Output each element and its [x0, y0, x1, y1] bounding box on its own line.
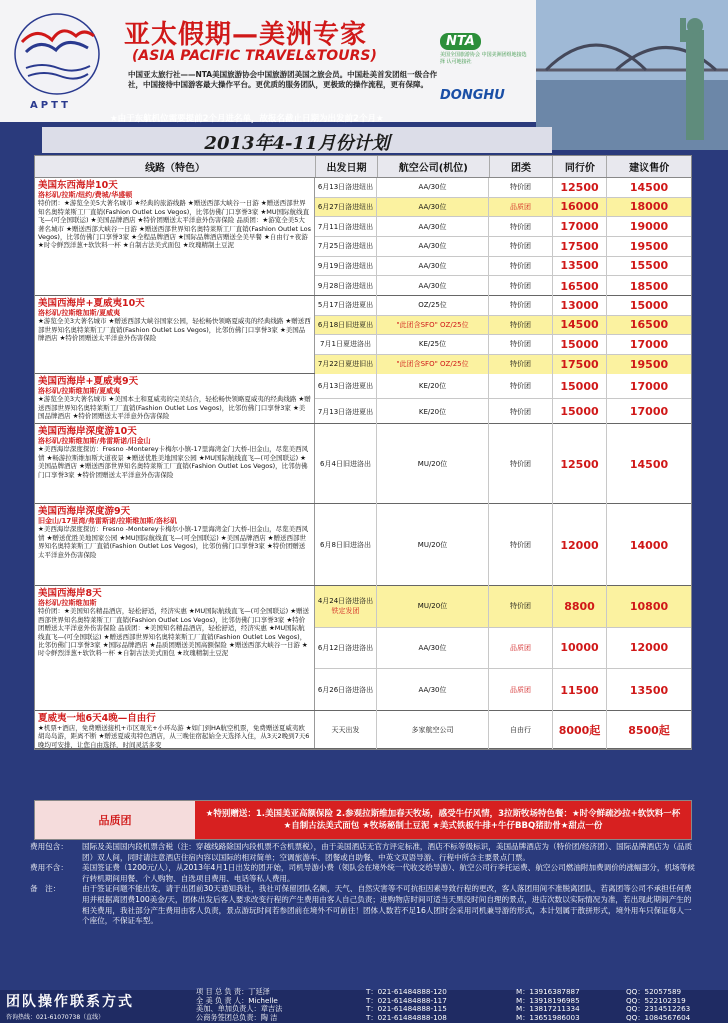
nta-subtitle: 美国全国旅游协会 中国美洲团组地接选择 认可地接社	[440, 52, 527, 65]
tour-type: 特价团	[489, 335, 553, 354]
contact-qq: QQ：522102319	[626, 995, 686, 1005]
contact-lines	[196, 988, 726, 1023]
contact-line	[196, 1014, 726, 1023]
departure-date: 6月8日旧进洛出	[315, 504, 377, 586]
retail-price: 13500	[629, 683, 669, 697]
route-features: ★游览全美3大著名城市 ★美国本土和夏威夷的完美结合，轻松畅快领略夏威夷的经典线路 ★赠送西部世界知名奥特莱斯工厂直销(Fashion Outlet Los Vegos)，比邻仿佛门口享誉3家 ★美国品牌酒店 ★特价团赠送太平洋意外伤害保险	[38, 395, 311, 421]
route-description	[35, 711, 315, 748]
airline-seats: MU/20位	[377, 586, 489, 627]
departure-date: 7月22日夏进旧出	[315, 355, 377, 375]
company-title-cn: 亚太假期—美洲专家	[124, 20, 368, 50]
retail-price: 19500	[629, 357, 669, 371]
route-features: ★机票+酒店，免费赠送接机+市区观光+小环岛游 ★如门到HA航空机票，免费赠送夏威夷欧胡岛岛游，距离不断 ★赠送夏威夷特色酒店，从三晚住宿起始全天选择入住，从3天2晚到7天6晚均可安排，让您自由选择，时间灵活多变	[38, 724, 310, 748]
airline-seats: AA/30位	[377, 237, 489, 256]
contact-tel: T：021-61484888-120	[366, 987, 447, 996]
fee-value: 由于签证问题不能出发，请于出团前30天通知我社，我社可保留团队名额，天气、自然灾害等不可抗拒因素导致行程的更改，客人落团用间不准脱离团队，若离团等公司不承担任何费用并根据离团费100美金/天，团体出发后客人要求改变行程的产生费用由客人自己负责；进购物店时间可适当天黑没时间自理的景点，进店次数以实际情况为准，若出现此期间产生的相关费用，我社部分产生费用由客人负责，景点游玩时间若参团前在境外不可前往！团体人数若不足16人团时会采用司机兼导游的形式，本计划属于散拼形式，境外用车只保证每人一个座位，不保证车型。	[82, 884, 692, 926]
route-cities: 洛杉矶/拉斯维加斯/弗雷斯诺/旧金山	[38, 437, 151, 445]
aptt-logo-icon	[12, 6, 102, 112]
departure-rows	[315, 424, 691, 503]
contact-mobile: M：13916387887	[516, 987, 580, 996]
route-cities: 洛杉矶/拉斯/纽约/费城/华盛顿	[38, 191, 133, 199]
peer-price: 15000	[553, 374, 607, 398]
route-name: 美国西海岸深度游10天	[38, 426, 137, 437]
plan-title: 2013年4-11月份计划	[204, 133, 390, 154]
table-row	[315, 316, 691, 336]
header-type: 团类	[490, 156, 554, 177]
peer-price: 12000	[553, 504, 607, 586]
table-row	[315, 355, 691, 375]
airline-seats: "此团含SFO" OZ/25位	[377, 316, 489, 335]
tour-type: 特价团	[489, 178, 553, 197]
fee-included	[30, 842, 696, 863]
peer-price: 16000	[553, 198, 607, 217]
tour-group	[35, 504, 691, 586]
departure-date: 7月11日洛进纽出	[315, 217, 377, 236]
fee-remarks	[30, 884, 696, 926]
airline-seats: KE/25位	[377, 335, 489, 354]
fee-value: 国际及美国国内段机票含税（注：穿越线路除国内段机票不含机票税），由于美国酒店无官方评定标准，酒店不标等级标识，美国品牌酒店为（特价团/经济团）、国际品牌酒店为（品质团）双人间，同时请注意酒店住宿内容以国际的相对简单；空调旅游车、团餐或自助餐、中英文双语导游、行程中所含主要景点门票。	[82, 842, 693, 862]
contact-mobile: M：13817211334	[516, 1004, 580, 1014]
route-description	[35, 586, 315, 710]
retail-price: 10800	[629, 599, 669, 613]
tour-type: 自由行	[489, 711, 553, 749]
route-features: ★美西海岸深度探访：Fresno -Monterey卡梅尔小镇-17里海湾金门大桥-旧金山，尽览美西风情 ★畅游拉斯维加斯大道夜景 ★赠送优胜美地国家公园 ★MU国际航线直飞—(可全国联运) ★美国品牌酒店 ★赠送西部世界知名奥特莱斯工厂直销(Fashion Outlet Los Vegos)，比邻仿佛门口享誉3家 ★特价团赠送太平洋意外伤害保险	[38, 445, 309, 479]
retail-price: 16500	[629, 318, 669, 332]
peer-price: 15000	[553, 335, 607, 354]
contact-role: 项 目 总 负 责：丁延泽	[196, 987, 270, 996]
retail-price: 18000	[629, 200, 669, 214]
airline-seats: MU/20位	[377, 424, 489, 504]
tour-type: 特价团	[489, 316, 553, 335]
peer-price: 13500	[553, 257, 607, 276]
contact-footer	[0, 987, 728, 1023]
route-cities: 洛杉矶/拉斯维加斯/夏威夷	[38, 387, 121, 395]
tour-group	[35, 296, 691, 374]
retail-price: 14000	[629, 538, 669, 552]
header-retail-price: 建议售价	[629, 163, 670, 174]
contact-hotline: 咨询热线：021-61070738（直线）	[6, 1014, 105, 1021]
route-features: ★美西海岸深度探访：Fresno -Monterey卡梅尔小镇-17里海湾金门大桥-旧金山，尽览美西风情 ★赠送优胜美地国家公园 ★MU国际航线直飞—(可全国联运) ★美国品牌酒店 ★赠送西部世界知名奥特莱斯工厂直销(Fashion Outlet Los Vegos)，比邻仿佛门口享誉3家 ★特价团赠送太平洋意外伤害保险	[38, 525, 309, 559]
bridge-liberty-scene-icon	[536, 0, 728, 150]
tour-type: 品质团	[489, 669, 553, 711]
route-description	[35, 504, 315, 585]
peer-price: 10000	[553, 628, 607, 669]
contact-mobile: M：13918196985	[516, 995, 580, 1005]
contact-qq: QQ：52057589	[626, 987, 682, 996]
airline-seats: KE/20位	[377, 374, 489, 398]
departure-date	[315, 586, 377, 627]
peer-price: 8000起	[553, 711, 607, 749]
tour-type: 特价团	[489, 586, 553, 627]
contact-qq: QQ：2314512263	[626, 1004, 691, 1014]
departure-rows	[315, 178, 691, 295]
route-features: ★游览全美3大著名城市 ★赠送西部大峡谷国家公园，轻松畅快领略夏威夷的经典线路 ★赠送西部世界知名奥特莱斯工厂直销(Fashion Outlet Los Vegos)，比邻仿佛门口享誉3家 ★美国品牌酒店 ★特价团赠送太平洋意外伤害保险	[38, 317, 311, 343]
table-row	[315, 586, 691, 628]
tour-type: 特价团	[489, 217, 553, 236]
departure-rows	[315, 374, 691, 423]
departure-rows	[315, 504, 691, 585]
airline-seats: OZ/25位	[377, 296, 489, 315]
table-row	[315, 424, 691, 504]
route-description	[35, 424, 315, 503]
airline-seats: MU/20位	[377, 504, 489, 586]
booking-notice: ★由于东航机位需要提前2个月进名单，故报名截止日期为出发前2个月★	[110, 114, 384, 124]
tour-type: 特价团	[489, 355, 553, 375]
bonus-text: ★特别赠送：1.美国美亚高额保险 2.参观拉斯维加春天牧场，感受牛仔风情，3拉斯牧场特色餐：★时令鲜疏沙拉+软饮料一杯 ★自制古法美式面包 ★牧场秘制土豆泥 ★美式铁板牛排+牛仔BBQ猪肋骨★甜点一份	[195, 801, 691, 839]
airline-seats: AA/30位	[377, 178, 489, 197]
tour-group	[35, 711, 691, 749]
fee-label: 费用包含：	[30, 842, 68, 851]
retail-price: 14500	[629, 457, 669, 471]
contact-role: 美加、单加负责人：章吉法	[196, 1004, 283, 1014]
airline-seats: AA/30位	[377, 628, 489, 669]
route-name: 美国西海岸+夏威夷9天	[38, 376, 139, 387]
route-cities: 洛杉矶/拉斯维加斯	[38, 599, 97, 607]
tour-type: 特价团	[489, 237, 553, 256]
tour-type: 特价团	[489, 276, 553, 296]
fee-notes	[30, 842, 696, 927]
contact-tel: T：021-61484888-117	[366, 995, 447, 1005]
table-row	[315, 335, 691, 355]
tour-type: 品质团	[489, 628, 553, 669]
peer-price: 17000	[553, 217, 607, 236]
airline-seats: AA/30位	[377, 198, 489, 217]
header-route: 线路（特色）	[35, 156, 316, 177]
airline-seats: AA/30位	[377, 257, 489, 276]
peer-price: 15000	[553, 399, 607, 424]
route-features: 特价团：★美国知名精品酒店，轻松舒适，经济实惠 ★MU国际航线直飞—(可全国联运) ★赠送西部世界知名奥特莱斯工厂直销(Fashion Outlet Los Vegos)，比邻仿佛门口享誉3家 ★特价团赠送太平洋意外伤害保险 品质团：★美国知名精品酒店，轻松舒适，经济实惠 ★MU国际航线直飞—(可全国联运) ★赠送西部世界知名奥特莱斯工厂直销(Fashion Outlet Los Vegos)，比邻仿佛门口享誉3家 ★国际品牌酒店 ★品质团赠送美国高额保险 ★赠送西部大峡谷一日游 ★时令鲜烈洋葱+软饮料一杯 ★自制古法美式面包 ★玫瑰精制土豆泥	[38, 607, 310, 658]
plan-title-bar	[42, 127, 552, 153]
table-row	[315, 504, 691, 586]
departure-rows	[315, 296, 691, 373]
route-cities: 洛杉矶/拉斯维加斯/夏威夷	[38, 309, 121, 317]
fee-label: 备 注：	[30, 884, 61, 894]
tour-type: 特价团	[489, 504, 553, 586]
header-peer-price: 同行价	[553, 156, 607, 177]
tour-type: 特价团	[489, 374, 553, 398]
donghu-logo: DONGHU	[440, 88, 505, 103]
tour-type: 特价团	[489, 399, 553, 424]
departure-date-text: 4月24日洛进洛出	[317, 597, 374, 606]
route-description	[35, 296, 315, 373]
table-body	[35, 178, 691, 749]
fee-excluded	[30, 863, 696, 884]
peer-price: 17500	[553, 237, 607, 256]
tour-group	[35, 586, 691, 711]
tour-group	[35, 424, 691, 504]
table-row	[315, 237, 691, 257]
nta-logo	[440, 30, 530, 74]
table-row	[315, 198, 691, 218]
retail-price: 15500	[629, 259, 669, 273]
route-name: 夏威夷一地6天4晚—自由行	[38, 713, 156, 724]
contact-role: 全 美 负 责 人：Michelle	[196, 995, 278, 1005]
table-header	[35, 156, 691, 178]
departure-date: 6月12日洛进洛出	[315, 628, 377, 669]
departure-date: 6月18日旧进夏出	[315, 316, 377, 335]
contact-mobile: M：13651986003	[516, 1013, 580, 1023]
peer-price: 12500	[553, 424, 607, 504]
retail-price: 17000	[629, 337, 669, 351]
peer-price: 17500	[553, 355, 607, 375]
retail-price: 19500	[629, 239, 669, 253]
tour-type: 特价团	[489, 257, 553, 276]
departure-date: 6月26日洛进洛出	[315, 669, 377, 711]
table-row	[315, 711, 691, 749]
route-cities: 旧金山/17里湾/弗雷斯诺/拉斯维加斯/洛杉矶	[38, 517, 177, 525]
table-row	[315, 399, 691, 424]
peer-price: 11500	[553, 669, 607, 711]
tour-type: 特价团	[489, 296, 553, 315]
tour-type: 品质团	[489, 198, 553, 217]
table-row	[315, 217, 691, 237]
contact-title: 团队操作联系方式	[6, 994, 134, 1010]
airline-seats: KE/20位	[377, 399, 489, 424]
route-name: 美国西海岸8天	[38, 588, 102, 599]
retail-price: 19000	[629, 220, 669, 234]
peer-price: 14500	[553, 316, 607, 335]
table-row	[315, 628, 691, 670]
table-row	[315, 374, 691, 399]
fee-value: 美国签证费（1200元/人），从2013年4月1日出发的团开始，司机导游小费（领队会在境外统一代收交给导游）、航空公司行李托运费、航空公司燃油附加费调价的涨幅部分，机场等候行转机期间用餐、个人购物、自选项目费用、电话等私人费用。	[82, 863, 695, 883]
route-name: 美国西海岸+夏威夷10天	[38, 298, 145, 309]
peer-price: 8800	[553, 586, 607, 627]
departure-date: 7月1日夏进洛出	[315, 335, 377, 354]
route-features: 特价团：★游览全美5大著名城市 ★经典的旅游线路 ★赠送西部大峡谷一日游 ★赠送西部世界知名奥特莱斯工厂直销(Fashion Outlet Los Vegos)，比邻仿佛门口享誉3家 ★MU国际航线直飞—(可全国联运) ★美国品牌酒店 ★特价团赠送太平洋意外伤害保险 品质团：★游览全美5大著名城市 ★赠送西部大峡谷一日游 ★赠送西部世界知名奥特莱斯工厂直销(Fashion Outlet Los Vegos)，比邻仿佛门口享誉3家 ★全程品牌酒店 ★国际品牌酒店赠送全美早餐 ★自由行+夜游 ★时令鲜烈洋葱+软饮料一杯 ★自制古法美式面包 ★玫瑰精制土豆泥	[38, 199, 311, 250]
route-name: 美国西海岸深度游9天	[38, 506, 131, 517]
logo-text: APTT	[30, 100, 71, 111]
header-date: 出发日期	[316, 156, 378, 177]
departure-date: 7月25日洛进纽出	[315, 237, 377, 256]
contact-tel: T：021-61484888-115	[366, 1004, 447, 1014]
tour-table	[34, 155, 692, 750]
retail-price: 18500	[629, 279, 669, 293]
peer-price: 13000	[553, 296, 607, 315]
table-row	[315, 296, 691, 316]
company-intro: 中国亚太旅行社——NTA美国旅游协会中国旅游团美国之旅会员。中国赴美首发团组一级合作社，中国接待中国游客最大操作平台。更优质的服务团队，更极致的操作流程，更有保障。	[128, 70, 438, 89]
contact-role: 公商务签团总负责：陶 洁	[196, 1013, 278, 1023]
retail-price: 17000	[629, 405, 669, 418]
retail-price: 8500起	[628, 724, 670, 737]
bonus-label: 品质团	[35, 801, 195, 839]
airline-seats: AA/30位	[377, 276, 489, 296]
table-row	[315, 276, 691, 296]
airline-seats: AA/30位	[377, 669, 489, 711]
route-description	[35, 178, 315, 295]
header-airline: 航空公司(机位)	[378, 156, 490, 177]
airline-seats: "此团含SFO" OZ/25位	[377, 355, 489, 375]
tour-group	[35, 178, 691, 296]
departure-date: 5月17日洛进夏出	[315, 296, 377, 315]
contact-qq: QQ：1084567604	[626, 1013, 691, 1023]
route-name: 美国东西海岸10天	[38, 180, 118, 191]
departure-date: 6月27日洛进纽出	[315, 198, 377, 217]
route-description	[35, 374, 315, 423]
table-row	[315, 257, 691, 277]
departure-date: 9月19日洛进纽出	[315, 257, 377, 276]
table-row	[315, 669, 691, 711]
departure-rows	[315, 711, 691, 748]
guaranteed-badge: 铁定发团	[331, 607, 360, 616]
departure-date: 天天出发	[315, 711, 377, 749]
departure-date: 7月13日洛进夏出	[315, 399, 377, 424]
contact-tel: T：021-61484888-108	[366, 1013, 447, 1023]
departure-date: 6月4日旧进洛出	[315, 424, 377, 504]
bonus-box	[34, 800, 692, 840]
fee-label: 费用不含：	[30, 863, 68, 873]
tour-type: 特价团	[489, 424, 553, 504]
table-row	[315, 178, 691, 198]
peer-price: 12500	[553, 178, 607, 197]
departure-date: 6月13日洛进纽出	[315, 178, 377, 197]
company-title-en: (ASIA PACIFIC TRAVEL&TOURS)	[132, 48, 377, 64]
retail-price: 14500	[629, 180, 669, 194]
tour-group	[35, 374, 691, 424]
retail-price: 15000	[629, 298, 669, 312]
airline-seats: AA/30位	[377, 217, 489, 236]
departure-date: 6月13日洛进夏出	[315, 374, 377, 398]
retail-price: 12000	[629, 641, 669, 655]
departure-date: 9月28日洛进纽出	[315, 276, 377, 296]
retail-price: 17000	[629, 379, 669, 393]
peer-price: 16500	[553, 276, 607, 296]
airline-seats: 多家航空公司	[377, 711, 489, 749]
departure-rows	[315, 586, 691, 710]
nta-badge: NTA	[440, 33, 481, 50]
